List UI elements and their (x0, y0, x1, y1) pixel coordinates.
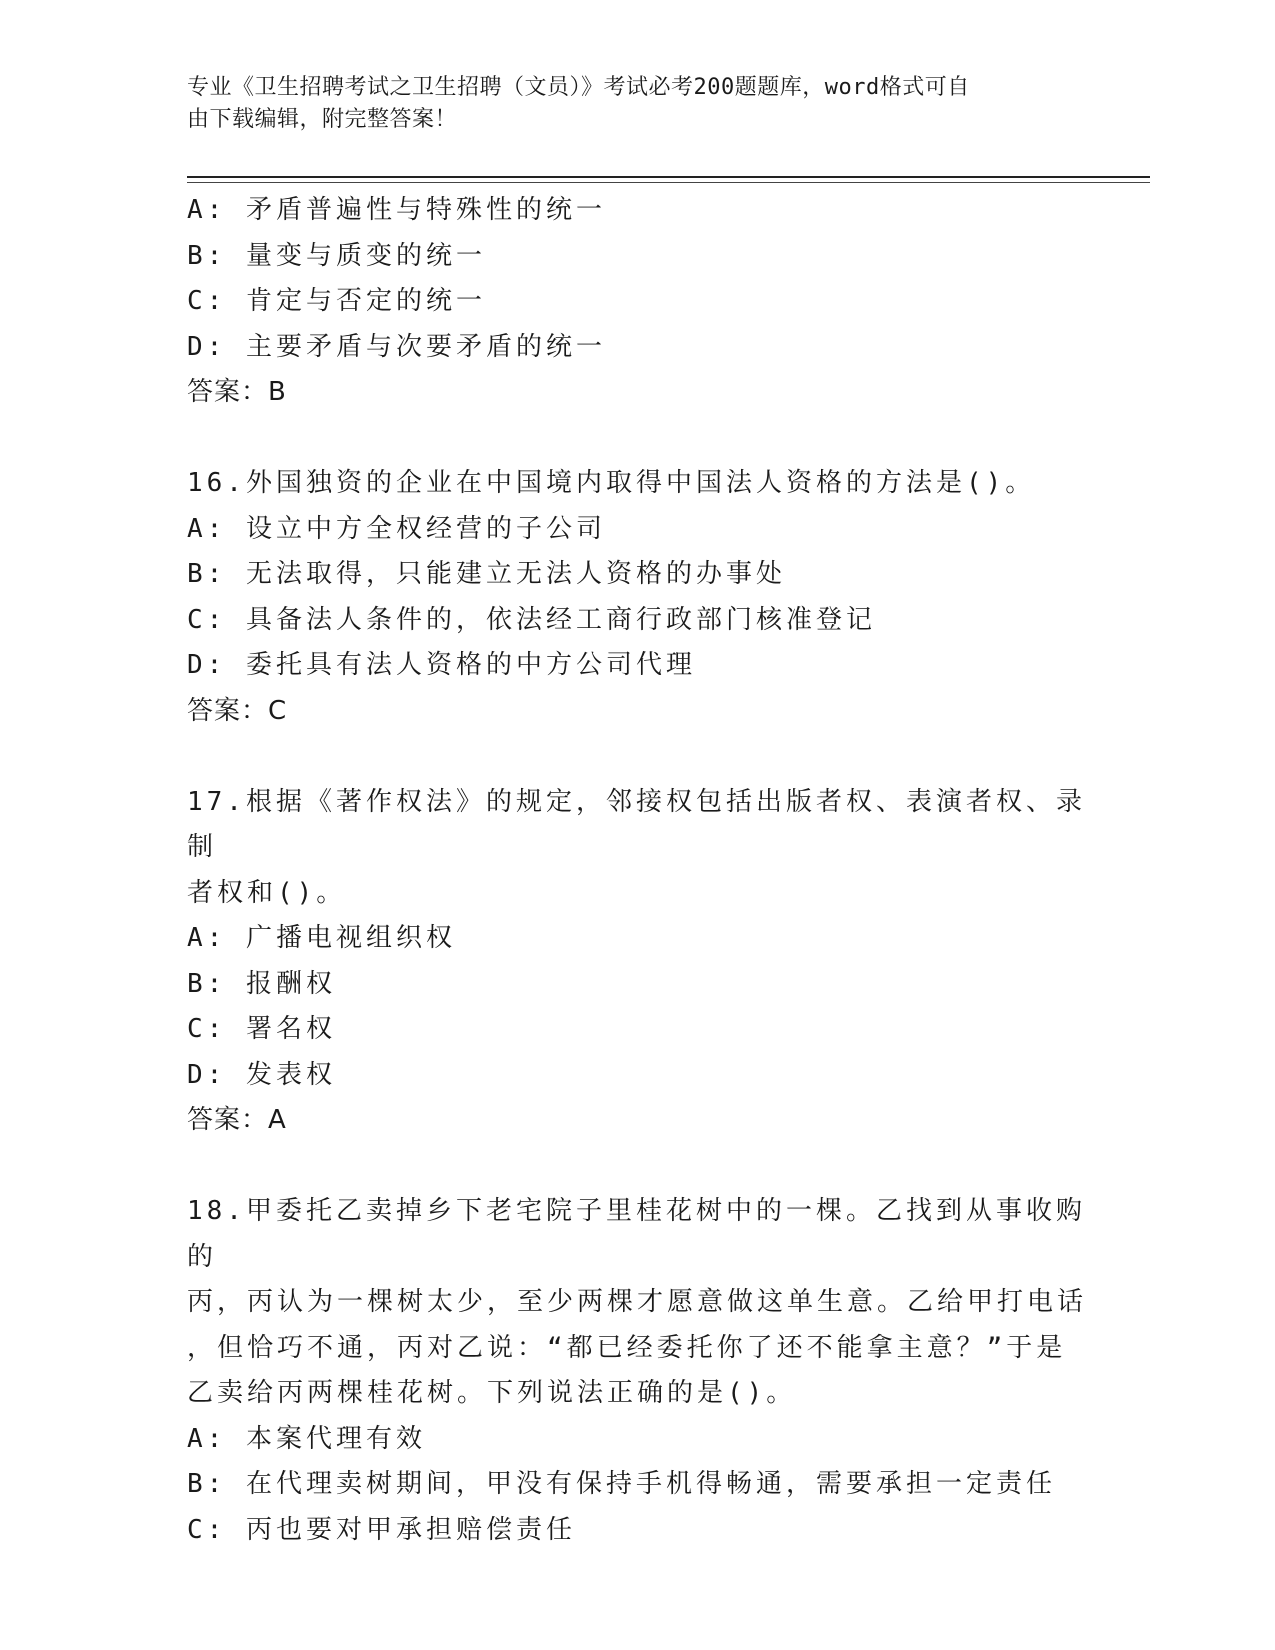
question-text: 17.根据《著作权法》的规定，邻接权包括出版者权、表演者权、录制 者权和()。 (187, 786, 1086, 908)
option-a: A: 本案代理有效 (187, 1423, 426, 1454)
question-17 (187, 780, 1087, 1144)
document-header (187, 72, 1067, 136)
answer: 答案：B (187, 377, 287, 407)
option-c: C: 署名权 (187, 1014, 336, 1044)
option-d: D: 发表权 (187, 1059, 336, 1090)
option-d: D: 主要矛盾与次要矛盾的统一 (187, 331, 606, 362)
answer: 答案：A (187, 1105, 287, 1135)
option-d: D: 委托具有法人资格的中方公司代理 (187, 650, 696, 680)
question-18 (187, 1189, 1087, 1553)
option-a: A: 设立中方全权经营的子公司 (187, 513, 606, 544)
question-text: 18.甲委托乙卖掉乡下老宅院子里桂花树中的一棵。乙找到从事收购的 丙，丙认为一棵树太少，至少两棵才愿意做这单生意。乙给甲打电话 ，但恰巧不通，丙对乙说：“都已经委托你了还不能拿主意？”于是 乙卖给丙两棵桂花树。下列说法正确的是()。 (187, 1196, 1088, 1408)
option-b: B: 无法取得，只能建立无法人资格的办事处 (187, 559, 786, 589)
option-b: B: 在代理卖树期间，甲没有保持手机得畅通，需要承担一定责任 (187, 1469, 1056, 1499)
question-text: 16.外国独资的企业在中国境内取得中国法人资格的方法是()。 (187, 468, 1036, 498)
header-line-1: 专业《卫生招聘考试之卫生招聘（文员）》考试必考200题题库，word格式可自 (187, 75, 970, 100)
option-c: C: 肯定与否定的统一 (187, 286, 486, 316)
header-divider-thick (187, 176, 1150, 178)
header-divider-thin (187, 182, 1150, 183)
option-a: A: 广播电视组织权 (187, 923, 456, 953)
question-15 (187, 188, 1087, 416)
question-list (187, 188, 1087, 1553)
option-c: C: 具备法人条件的，依法经工商行政部门核准登记 (187, 604, 876, 635)
option-a: A: 矛盾普遍性与特殊性的统一 (187, 195, 606, 225)
option-c: C: 丙也要对甲承担赔偿责任 (187, 1514, 576, 1545)
option-b: B: 报酬权 (187, 968, 336, 999)
header-line-2: 由下载编辑，附完整答案！ (187, 107, 458, 132)
option-b: B: 量变与质变的统一 (187, 240, 486, 271)
answer: 答案：C (187, 695, 288, 726)
question-16 (187, 461, 1087, 734)
